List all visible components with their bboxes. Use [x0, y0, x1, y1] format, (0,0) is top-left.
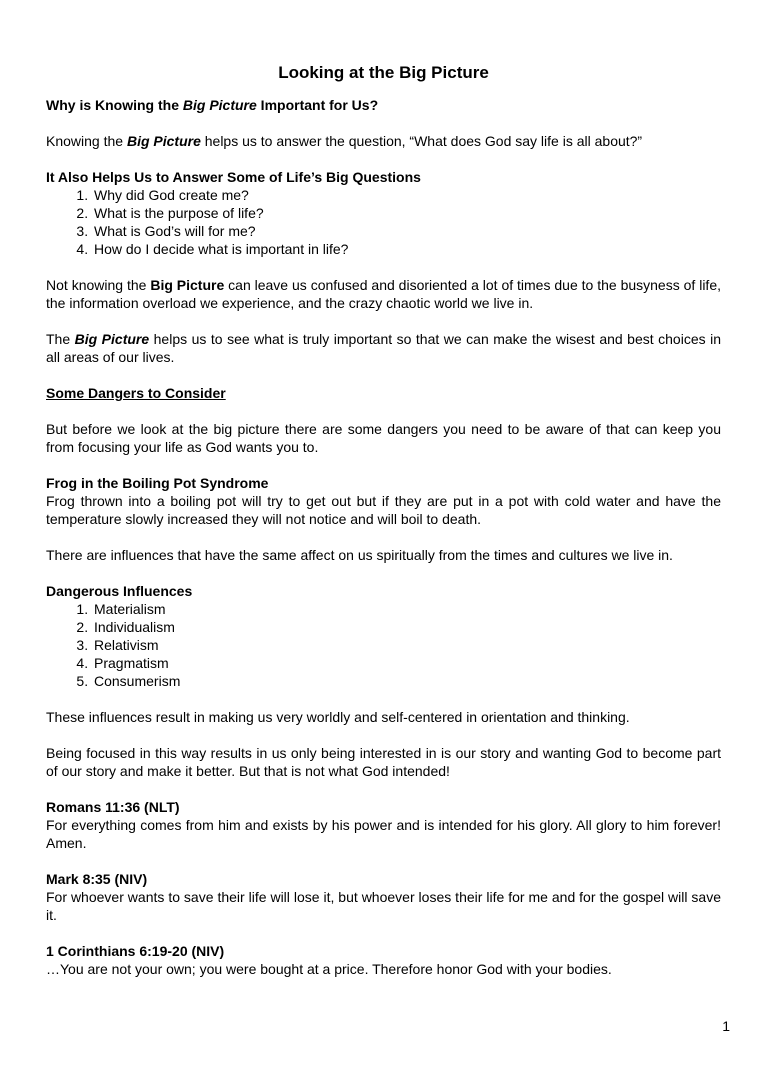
frog-heading: Frog in the Boiling Pot Syndrome [46, 475, 269, 491]
section-heading-why [46, 96, 721, 114]
list-item: 1. Materialism [92, 600, 721, 618]
paragraph-dangers-intro: But before we look at the big picture there are some dangers you need to be aware of that can keep you from focusing your life as God wants you to. [46, 421, 721, 455]
list-item: 1. Why did God create me? [92, 186, 721, 204]
dangerous-influences-heading: Dangerous Influences [46, 583, 193, 599]
verse-mark-ref: Mark 8:35 (NIV) [46, 871, 148, 887]
verse-mark [46, 870, 721, 924]
paragraph-big-picture-post: helps us to see what is truly important so that we can make the wisest and best choices in all areas of our lives. [46, 331, 721, 365]
paragraph-influences: There are influences that have the same affect on us spiritually from the times and cultures we live in. [46, 547, 673, 563]
paragraph-knowing-pre: Knowing the [46, 133, 127, 149]
document-page [46, 62, 721, 978]
paragraph-not-knowing-strong: Big Picture [150, 277, 225, 293]
paragraph-knowing [46, 132, 721, 150]
dangers-heading: Some Dangers to Consider [46, 385, 226, 401]
questions-block [46, 168, 721, 258]
dangerous-influences-block [46, 582, 721, 690]
verse-corinthians-ref: 1 Corinthians 6:19-20 (NIV) [46, 943, 225, 959]
list-item: 4. Pragmatism [92, 654, 721, 672]
verse-corinthians [46, 942, 721, 978]
paragraph-result: These influences result in making us very worldly and self-centered in orientation and thinking. [46, 709, 630, 725]
frog-text: Frog thrown into a boiling pot will try to get out but if they are put in a pot with cold water and have the temperature slowly increased they will not notice and will boil to death. [46, 493, 721, 527]
list-item: 3. Relativism [92, 636, 721, 654]
paragraph-focus: Being focused in this way results in us only being interested in is our story and wanting God to become part of our story and make it better. But that is not what God intended! [46, 745, 721, 779]
section-heading-why-post: Important for Us? [256, 97, 379, 113]
paragraph-not-knowing-pre: Not knowing the [46, 277, 151, 293]
verse-romans-text: For everything comes from him and exists by his power and is intended for his glory. All glory to him forever! Amen. [46, 817, 721, 851]
section-heading-why-pre: Why is Knowing the [46, 97, 183, 113]
verse-romans [46, 798, 721, 852]
verse-corinthians-text: …You are not your own; you were bought at a price. Therefore honor God with your bodies. [46, 961, 612, 977]
list-item: 5. Consumerism [92, 672, 721, 690]
questions-list [46, 186, 721, 258]
paragraph-knowing-em: Big Picture [126, 133, 201, 149]
verse-mark-text: For whoever wants to save their life will lose it, but whoever loses their life for me and for the gospel will save it. [46, 889, 721, 923]
paragraph-knowing-post: helps us to answer the question, “What does God say life is all about?” [200, 133, 643, 149]
list-item: 3. What is God’s will for me? [92, 222, 721, 240]
page-number: 1 [722, 1018, 730, 1034]
section-heading-why-em: Big Picture [182, 97, 257, 113]
paragraph-big-picture-em: Big Picture [74, 331, 150, 347]
verse-romans-ref: Romans 11:36 (NLT) [46, 799, 180, 815]
list-item: 2. Individualism [92, 618, 721, 636]
questions-heading: It Also Helps Us to Answer Some of Life’s Big Questions [46, 169, 421, 185]
list-item: 4. How do I decide what is important in life? [92, 240, 721, 258]
frog-block [46, 474, 721, 528]
dangerous-influences-list [46, 600, 721, 690]
list-item: 2. What is the purpose of life? [92, 204, 721, 222]
paragraph-not-knowing [46, 276, 721, 312]
paragraph-big-picture [46, 330, 721, 366]
paragraph-big-picture-pre: The [46, 331, 75, 347]
page-title: Looking at the Big Picture [278, 63, 489, 82]
paragraph-not-knowing-post: can leave us confused and disoriented a lot of times due to the busyness of life, the information overload we experience, and the crazy chaotic world we live in. [46, 277, 721, 311]
